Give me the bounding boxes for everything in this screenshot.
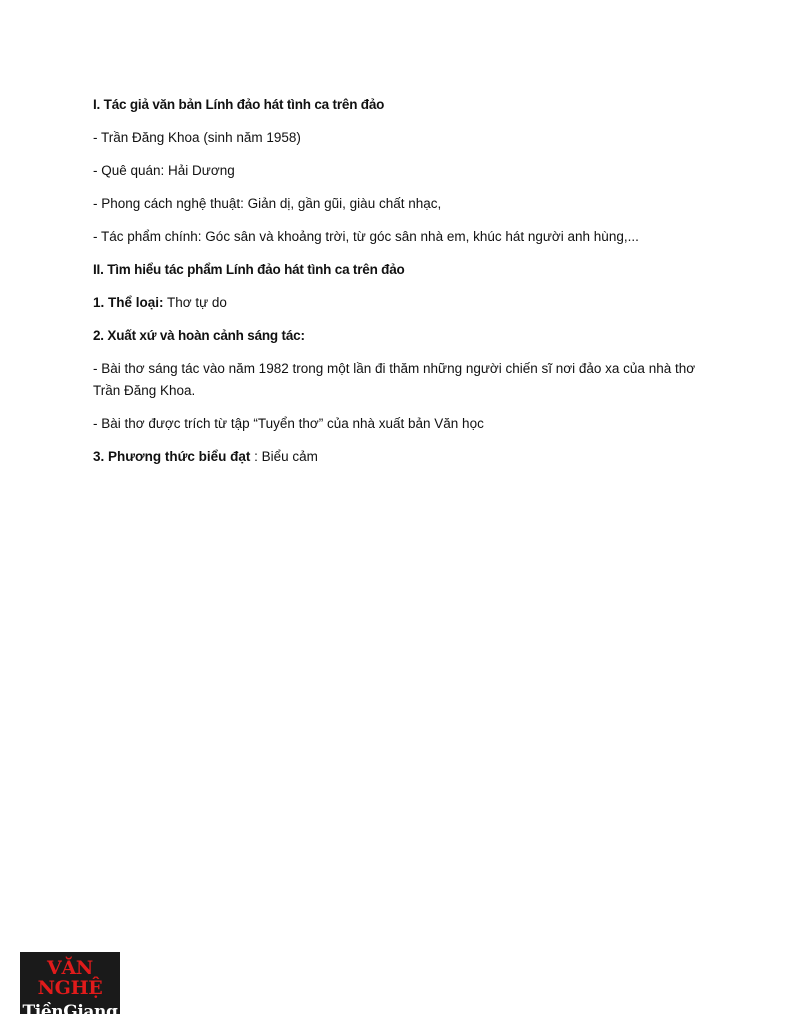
logo-line-2: TiềnGiang xyxy=(22,1002,118,1022)
hometown-line: - Quê quán: Hải Dương xyxy=(93,163,235,178)
mode-line xyxy=(93,446,713,468)
works-line: - Tác phẩm chính: Góc sân và khoảng trời, từ góc sân nhà em, khúc hát người anh hùng,... xyxy=(93,229,639,244)
section-2-heading: II. Tìm hiểu tác phẩm Lính đảo hát tình ca trên đảo xyxy=(93,262,405,277)
author-birth-line: - Trần Đăng Khoa (sinh năm 1958) xyxy=(93,130,301,145)
style-line: - Phong cách nghệ thuật: Giản dị, gần gũi, giàu chất nhạc, xyxy=(93,196,442,211)
origin-heading: 2. Xuất xứ và hoàn cảnh sáng tác: xyxy=(93,328,305,343)
origin-paragraph: - Bài thơ sáng tác vào năm 1982 trong một lần đi thăm những người chiến sĩ nơi đảo xa của nhà thơ Trần Đăng Khoa. xyxy=(93,361,696,398)
document-body xyxy=(93,94,713,479)
mode-label: 3. Phương thức biểu đạt xyxy=(93,449,251,464)
section-1-heading: I. Tác giả văn bản Lính đảo hát tình ca trên đảo xyxy=(93,97,385,112)
genre-value: Thơ tự do xyxy=(163,295,227,310)
mode-value: : Biểu cảm xyxy=(250,449,318,464)
genre-line xyxy=(93,292,713,314)
logo-line-1: VĂN NGHỆ xyxy=(37,957,103,999)
van-nghe-tien-giang-logo xyxy=(20,952,120,1022)
genre-label: 1. Thể loại: xyxy=(93,295,164,310)
source-line: - Bài thơ được trích từ tập “Tuyển thơ” của nhà xuất bản Văn học xyxy=(93,416,484,431)
